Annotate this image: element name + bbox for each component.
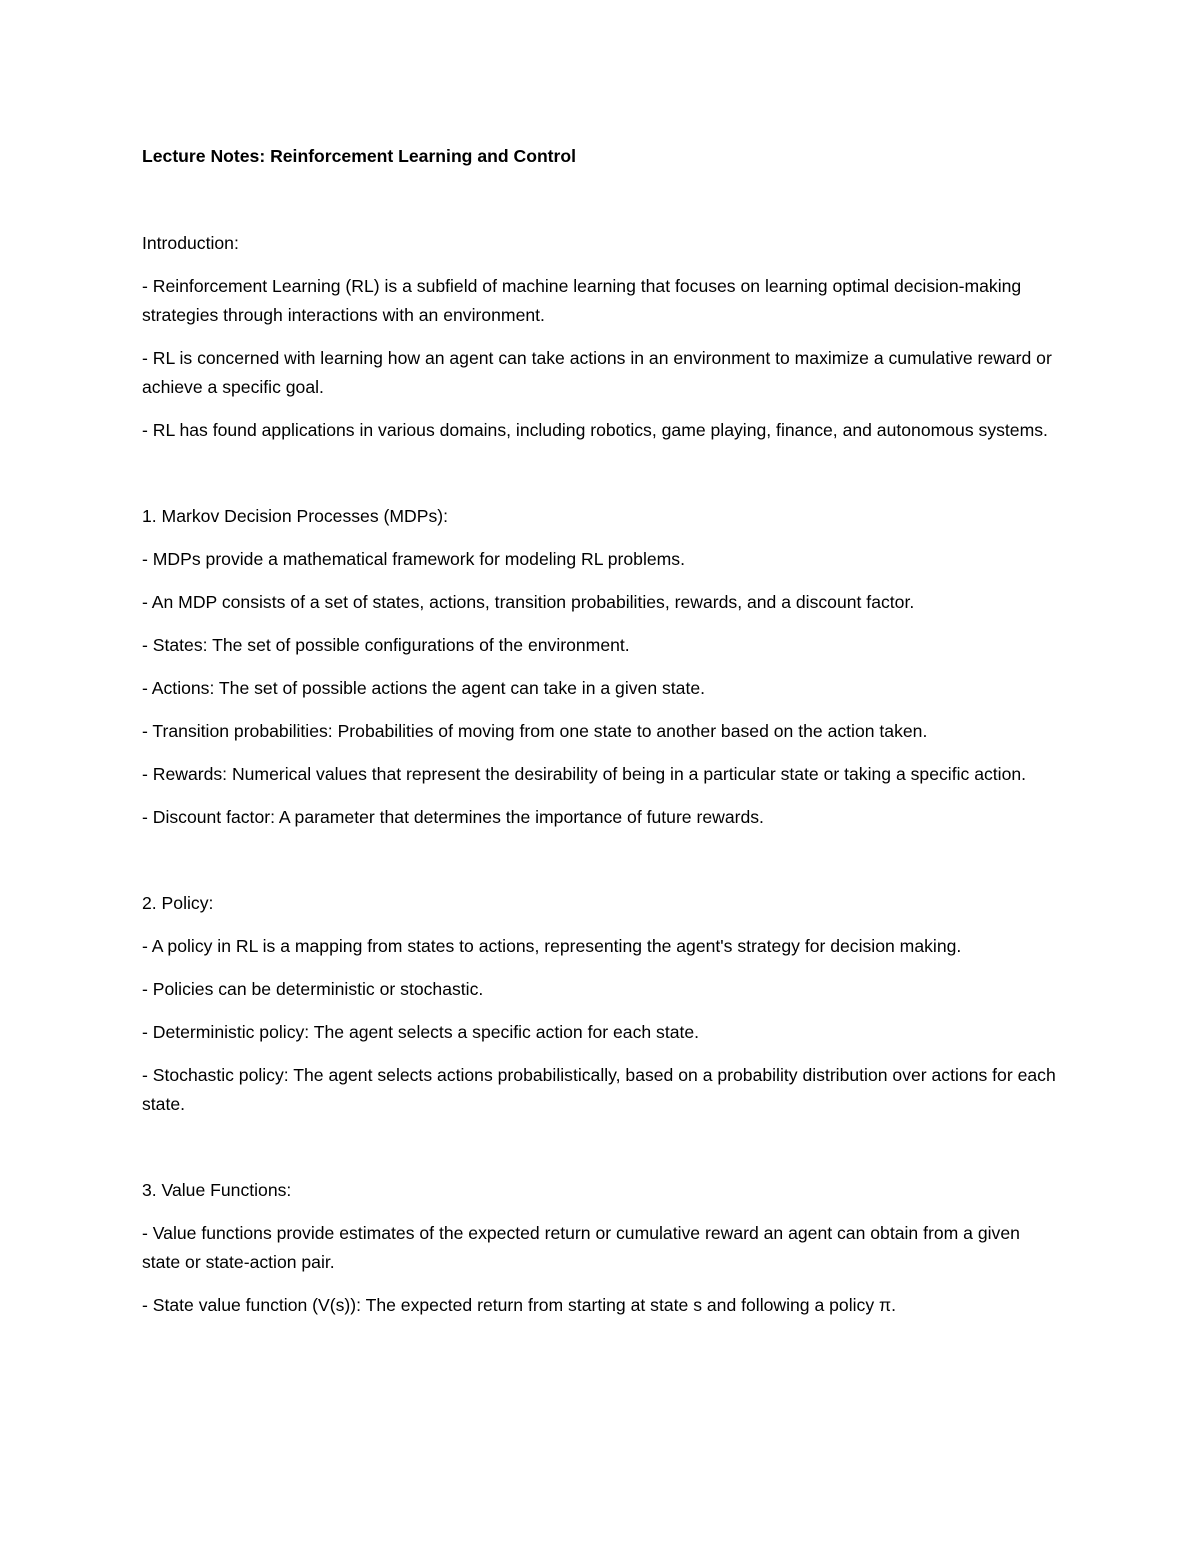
list-item: - RL is concerned with learning how an agent can take actions in an environment to maximize a cumulative reward or achieve a specific goal. — [142, 348, 1052, 397]
list-item: - Transition probabilities: Probabilities of moving from one state to another based on the action taken. — [142, 721, 928, 741]
spacer — [142, 402, 1062, 416]
list-item: - A policy in RL is a mapping from states to actions, representing the agent's strategy for decision making. — [142, 936, 962, 956]
spacer — [142, 531, 1062, 545]
spacer — [142, 1277, 1062, 1291]
list-item: - State value function (V(s)): The expected return from starting at state s and following a policy π. — [142, 1295, 897, 1315]
spacer — [142, 258, 1062, 272]
document-title: Lecture Notes: Reinforcement Learning and Control — [142, 146, 577, 166]
spacer — [142, 445, 1062, 502]
document-body — [142, 142, 1062, 1320]
list-item: - MDPs provide a mathematical framework for modeling RL problems. — [142, 549, 685, 569]
spacer — [142, 1205, 1062, 1219]
spacer — [142, 330, 1062, 344]
spacer — [142, 746, 1062, 760]
list-item: - Policies can be deterministic or stochastic. — [142, 979, 484, 999]
list-item: - Reinforcement Learning (RL) is a subfield of machine learning that focuses on learning optimal decision-making strategies through interactions with an environment. — [142, 276, 1022, 325]
spacer — [142, 832, 1062, 889]
spacer — [142, 789, 1062, 803]
spacer — [142, 617, 1062, 631]
spacer — [142, 703, 1062, 717]
list-item: - RL has found applications in various domains, including robotics, game playing, finance, and autonomous systems. — [142, 420, 1048, 440]
spacer — [142, 574, 1062, 588]
spacer — [142, 1119, 1062, 1176]
spacer — [142, 961, 1062, 975]
spacer — [142, 1047, 1062, 1061]
list-item: - Deterministic policy: The agent selects a specific action for each state. — [142, 1022, 700, 1042]
list-item: - Actions: The set of possible actions the agent can take in a given state. — [142, 678, 706, 698]
section-heading-mdps: 1. Markov Decision Processes (MDPs): — [142, 506, 449, 526]
list-item: - States: The set of possible configurations of the environment. — [142, 635, 630, 655]
list-item: - Discount factor: A parameter that determines the importance of future rewards. — [142, 807, 764, 827]
spacer — [142, 1004, 1062, 1018]
list-item: - Rewards: Numerical values that represent the desirability of being in a particular state or taking a specific action. — [142, 764, 1027, 784]
list-item: - An MDP consists of a set of states, actions, transition probabilities, rewards, and a discount factor. — [142, 592, 915, 612]
spacer — [142, 660, 1062, 674]
spacer — [142, 171, 1062, 229]
list-item: - Stochastic policy: The agent selects actions probabilistically, based on a probability distribution over actions for each state. — [142, 1065, 1056, 1114]
section-heading-introduction: Introduction: — [142, 233, 239, 253]
list-item: - Value functions provide estimates of the expected return or cumulative reward an agent can obtain from a given state or state-action pair. — [142, 1223, 1020, 1272]
section-heading-policy: 2. Policy: — [142, 893, 214, 913]
spacer — [142, 918, 1062, 932]
section-heading-value-functions: 3. Value Functions: — [142, 1180, 292, 1200]
